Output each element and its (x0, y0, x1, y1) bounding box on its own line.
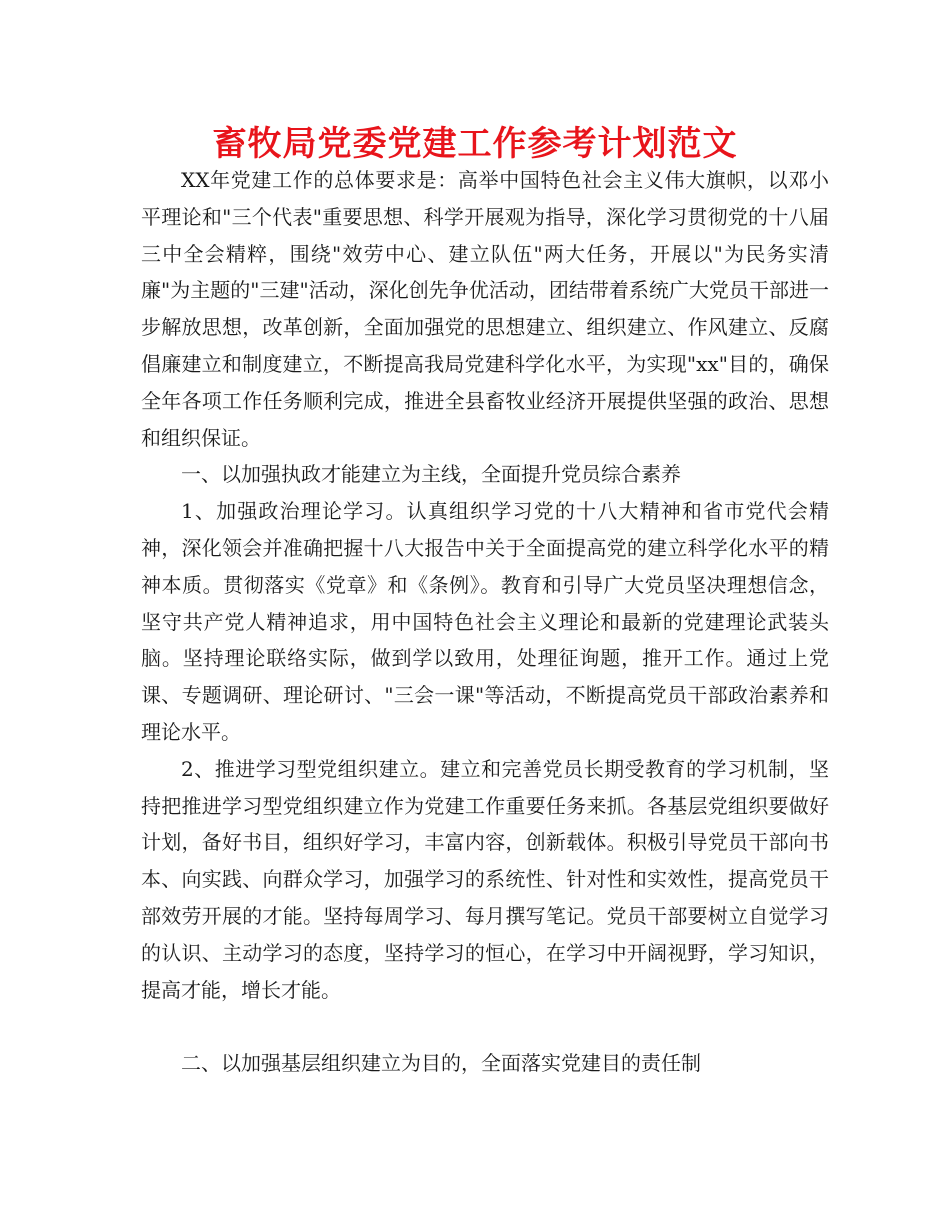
paragraph-intro: XX年党建工作的总体要求是：高举中国特色社会主义伟大旗帜，以邓小平理论和"三个代表"重要思想、科学开展观为指导，深化学习贯彻党的十八届三中全会精粹，围绕"效劳中心、建立队伍"两大任务，开展以"为民务实清廉"为主题的"三建"活动，深化创先争优活动，团结带着系统广大党员干部进一步解放思想，改革创新，全面加强党的思想建立、组织建立、作风建立、反腐倡廉建立和制度建立，不断提高我局党建科学化水平，为实现"xx"目的，确保全年各项工作任务顺利完成，推进全县畜牧业经济开展提供坚强的政治、思想和组织保证。 (141, 168, 829, 450)
paragraph-item-2: 2、推进学习型党组织建立。建立和完善党员长期受教育的学习机制，坚持把推进学习型党组织建立作为党建工作重要任务来抓。各基层党组织要做好计划，备好书目，组织好学习，丰富内容，创新载体。积极引导党员干部向书本、向实践、向群众学习，加强学习的系统性、针对性和实效性，提高党员干部效劳开展的才能。坚持每周学习、每月撰写笔记。党员干部要树立自觉学习的认识、主动学习的态度，坚持学习的恒心，在学习中开阔视野，学习知识，提高才能，增长才能。 (141, 756, 829, 1002)
document-title: 畜牧局党委党建工作参考计划范文 (212, 124, 738, 164)
document-body (141, 162, 829, 1082)
paragraph-item-1: 1、加强政治理论学习。认真组织学习党的十八大精神和省市党代会精神，深化领会并准确把握十八大报告中关于全面提高党的建立科学化水平的精神本质。贯彻落实《党章》和《条例》。教育和引导广大党员坚决理想信念，坚守共产党人精神追求，用中国特色社会主义理论和最新的党建理论武装头脑。坚持理论联络实际，做到学以致用，处理征询题，推开工作。通过上党课、专题调研、理论研讨、"三会一课"等活动，不断提高党员干部政治素养和理论水平。 (141, 499, 829, 744)
paragraph-spacer (141, 1008, 829, 1045)
section-heading-1: 一、以加强执政才能建立为主线，全面提升党员综合素养 (181, 462, 681, 487)
section-heading-2: 二、以加强基层组织建立为目的，全面落实党建目的责任制 (181, 1051, 701, 1076)
